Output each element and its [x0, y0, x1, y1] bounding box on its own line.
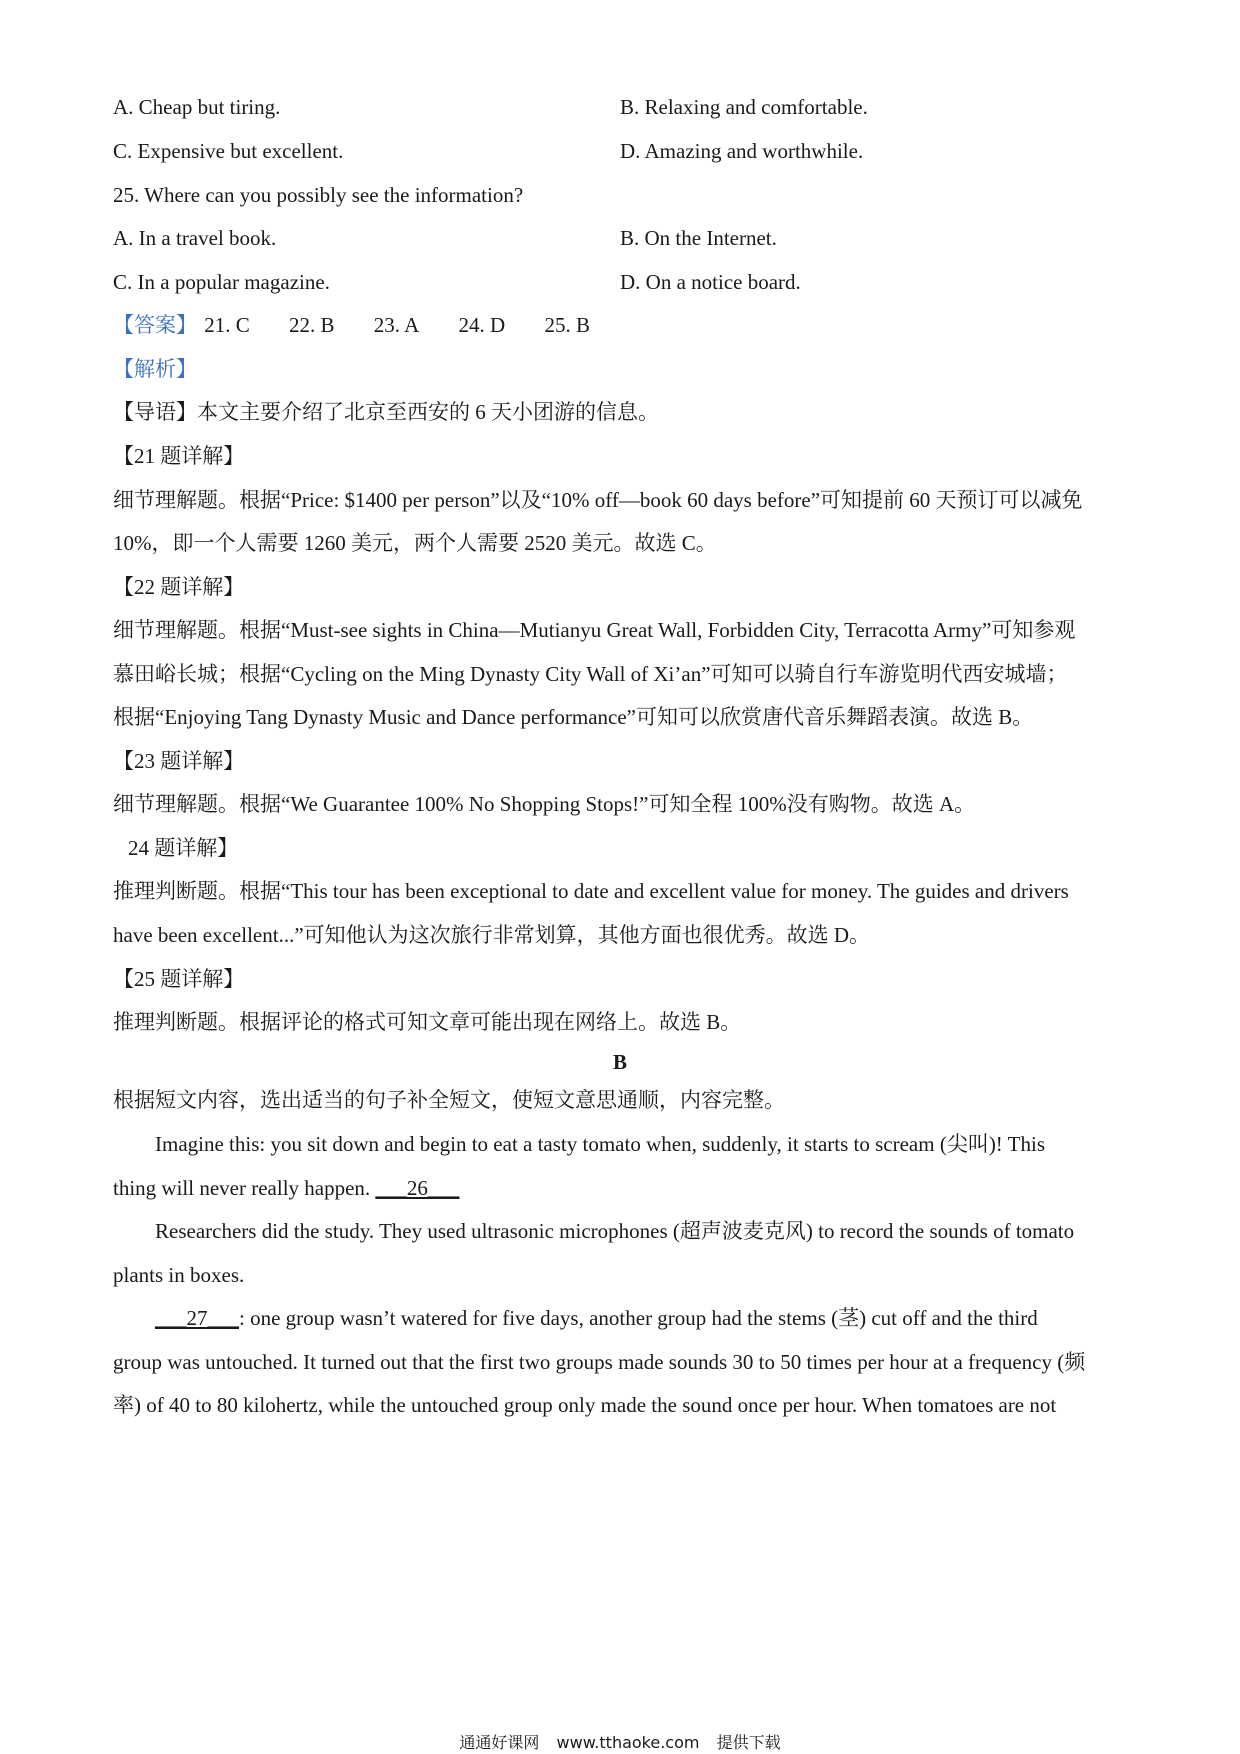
- detail-24-heading: 24 题详解】: [128, 836, 239, 860]
- detail-23-line-1: 细节理解题。根据“We Guarantee 100% No Shopping Stops!”可知全程 100%没有购物。故选 A。: [113, 792, 976, 816]
- detail-22-line-1: 细节理解题。根据“Must-see sights in China—Mutianyu Great Wall, Forbidden City, Terracotta Army”可知参观: [113, 618, 1076, 642]
- detail-22-heading: 【22 题详解】: [113, 575, 245, 599]
- answer-label: 【答案】: [113, 313, 197, 337]
- answer-24: 24. D: [458, 313, 506, 337]
- analysis-label: 【解析】: [113, 357, 197, 381]
- page-footer: [0, 1730, 1240, 1753]
- answer-23: 23. A: [373, 313, 420, 337]
- answer-21: 21. C: [204, 313, 250, 337]
- detail-22-line-2: 慕田峪长城；根据“Cycling on the Ming Dynasty City Wall of Xi’an”可知可以骑自行车游览明代西安城墙；: [113, 662, 1068, 686]
- footer-url: www.tthaoke.com: [556, 1733, 700, 1752]
- q24-option-c: C. Expensive but excellent.: [113, 139, 344, 163]
- guide-text: 【导语】本文主要介绍了北京至西安的 6 天小团游的信息。: [113, 400, 659, 424]
- blank-27: ___27___: [155, 1306, 239, 1330]
- detail-21-line-1: 细节理解题。根据“Price: $1400 per person”以及“10% off—book 60 days before”可知提前 60 天预订可以减免: [113, 488, 1083, 512]
- answer-line: [113, 315, 624, 336]
- section-b-title: B: [612, 1050, 627, 1074]
- q25-stem: 25. Where can you possibly see the information?: [113, 183, 524, 207]
- detail-25-line-1: 推理判断题。根据评论的格式可知文章可能出现在网络上。故选 B。: [113, 1010, 742, 1034]
- q25-option-c: C. In a popular magazine.: [113, 270, 330, 294]
- footer-site-name: 通通好课网: [459, 1733, 540, 1752]
- detail-21-line-2: 10%，即一个人需要 1260 美元，两个人需要 2520 美元。故选 C。: [113, 531, 717, 555]
- blank-26: ___26___: [375, 1176, 460, 1200]
- answer-25: 25. B: [544, 313, 590, 337]
- section-b-instruction: 根据短文内容，选出适当的句子补全短文，使短文意思通顺，内容完整。: [113, 1088, 785, 1112]
- passage-p1-line-1: Imagine this: you sit down and begin to eat a tasty tomato when, suddenly, it starts to scream (尖叫)! This: [155, 1132, 1046, 1156]
- detail-25-heading: 【25 题详解】: [113, 967, 245, 991]
- q24-option-b: B. Relaxing and comfortable.: [620, 95, 868, 119]
- answer-22: 22. B: [289, 313, 335, 337]
- passage-p1-line-2-text: thing will never really happen.: [113, 1176, 376, 1200]
- detail-24-line-2: have been excellent...”可知他认为这次旅行非常划算，其他方面也很优秀。故选 D。: [113, 923, 871, 947]
- passage-p3-line-1-text: : one group wasn’t watered for five days, another group had the stems (茎) cut off and the third: [239, 1306, 1038, 1330]
- q25-option-b: B. On the Internet.: [620, 226, 777, 250]
- footer-suffix: 提供下载: [716, 1733, 781, 1752]
- q25-option-a: A. In a travel book.: [113, 226, 277, 250]
- passage-p1-line-2: [113, 1178, 459, 1199]
- passage-p3-line-1: [155, 1308, 1038, 1329]
- q24-option-a: A. Cheap but tiring.: [113, 95, 281, 119]
- q24-option-d: D. Amazing and worthwhile.: [620, 139, 864, 163]
- passage-p2-line-1: Researchers did the study. They used ultrasonic microphones (超声波麦克风) to record the sounds of tomato: [155, 1219, 1075, 1243]
- detail-23-heading: 【23 题详解】: [113, 749, 245, 773]
- q25-option-d: D. On a notice board.: [620, 270, 801, 294]
- passage-p2-line-2: plants in boxes.: [113, 1263, 245, 1287]
- passage-p3-line-2: group was untouched. It turned out that the first two groups made sounds 30 to 50 times per hour at a frequency (频: [113, 1350, 1086, 1374]
- detail-21-heading: 【21 题详解】: [113, 444, 245, 468]
- passage-p3-line-3: 率) of 40 to 80 kilohertz, while the untouched group only made the sound once per hour. When tomatoes are not: [113, 1393, 1057, 1417]
- detail-22-line-3: 根据“Enjoying Tang Dynasty Music and Dance performance”可知可以欣赏唐代音乐舞蹈表演。故选 B。: [113, 705, 1034, 729]
- detail-24-line-1: 推理判断题。根据“This tour has been exceptional to date and excellent value for money. The guides and drivers: [113, 879, 1069, 903]
